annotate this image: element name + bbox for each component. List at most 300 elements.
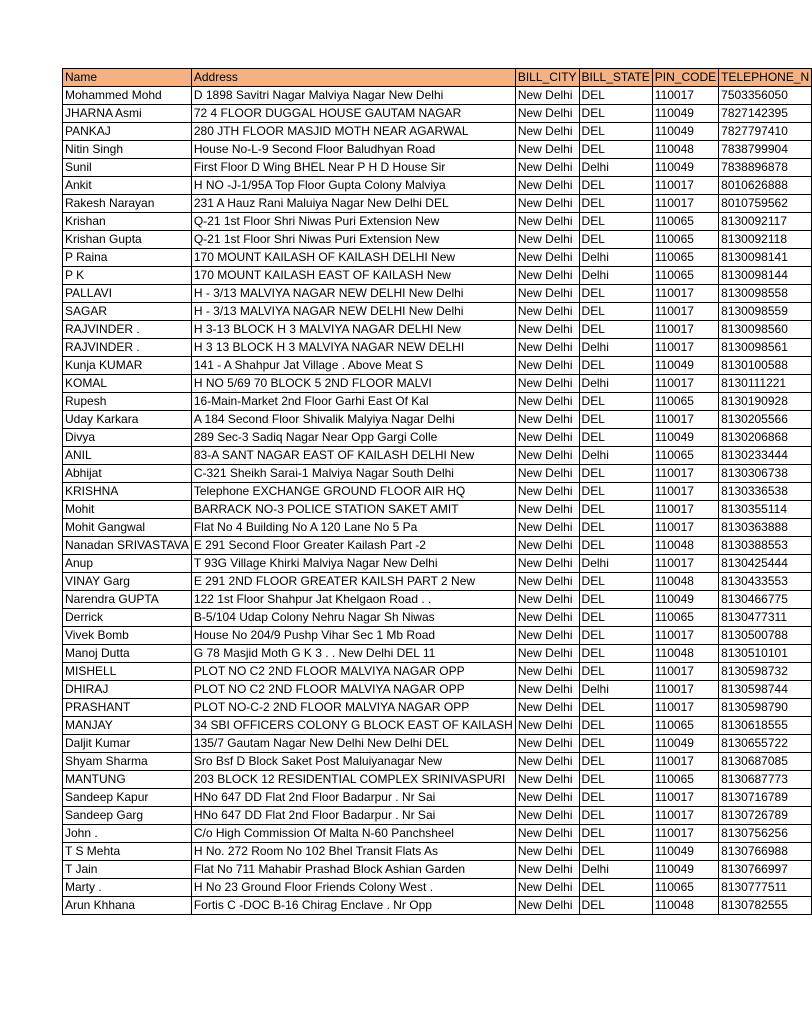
cell-pin-code[interactable]: 110017 [652, 519, 718, 537]
table-row [63, 501, 812, 519]
cell-bill-city[interactable]: New Delhi [515, 393, 579, 411]
cell-address[interactable]: E 291 2ND FLOOR GREATER KAILSH PART 2 New [191, 573, 515, 591]
cell-bill-state[interactable]: Delhi [579, 249, 652, 267]
cell-address[interactable]: HNo 647 DD Flat 2nd Floor Badarpur . Nr Sai [191, 807, 515, 825]
cell-name[interactable]: ANIL [63, 447, 192, 465]
table-row [63, 231, 812, 249]
cell-bill-state[interactable]: DEL [579, 879, 652, 897]
cell-pin-code[interactable]: 110065 [652, 231, 718, 249]
cell-name[interactable]: Arun Khhana [63, 897, 192, 915]
cell-telephone[interactable]: 8130355114 [719, 501, 812, 519]
cell-bill-city[interactable]: New Delhi [515, 879, 579, 897]
cell-pin-code[interactable]: 110017 [652, 375, 718, 393]
header-bill-state[interactable]: BILL_STATE [579, 69, 652, 87]
cell-bill-state[interactable]: DEL [579, 717, 652, 735]
cell-bill-state[interactable]: DEL [579, 231, 652, 249]
cell-telephone[interactable]: 8130336538 [719, 483, 812, 501]
cell-bill-state[interactable]: Delhi [579, 339, 652, 357]
cell-bill-state[interactable]: DEL [579, 429, 652, 447]
cell-bill-city[interactable]: New Delhi [515, 411, 579, 429]
cell-name[interactable]: P Raina [63, 249, 192, 267]
cell-pin-code[interactable]: 110065 [652, 771, 718, 789]
cell-pin-code[interactable]: 110065 [652, 717, 718, 735]
cell-pin-code[interactable]: 110017 [652, 321, 718, 339]
cell-name[interactable]: Abhijat [63, 465, 192, 483]
cell-pin-code[interactable]: 110049 [652, 429, 718, 447]
cell-bill-city[interactable]: New Delhi [515, 357, 579, 375]
cell-bill-state[interactable]: Delhi [579, 555, 652, 573]
cell-pin-code[interactable]: 110049 [652, 105, 718, 123]
cell-bill-state[interactable]: DEL [579, 519, 652, 537]
cell-pin-code[interactable]: 110017 [652, 789, 718, 807]
cell-bill-state[interactable]: Delhi [579, 159, 652, 177]
cell-bill-city[interactable]: New Delhi [515, 861, 579, 879]
cell-address[interactable]: Flat No 4 Building No A 120 Lane No 5 Pa [191, 519, 515, 537]
cell-address[interactable]: B-5/104 Udap Colony Nehru Nagar Sh Niwas [191, 609, 515, 627]
cell-name[interactable]: Rupesh [63, 393, 192, 411]
cell-pin-code[interactable]: 110049 [652, 735, 718, 753]
cell-pin-code[interactable]: 110017 [652, 303, 718, 321]
cell-pin-code[interactable]: 110049 [652, 861, 718, 879]
cell-bill-city[interactable]: New Delhi [515, 501, 579, 519]
cell-bill-city[interactable]: New Delhi [515, 87, 579, 105]
cell-bill-state[interactable]: DEL [579, 177, 652, 195]
cell-name[interactable]: Uday Karkara [63, 411, 192, 429]
cell-bill-state[interactable]: Delhi [579, 267, 652, 285]
cell-telephone[interactable]: 8130098141 [719, 249, 812, 267]
cell-telephone[interactable]: 8130206868 [719, 429, 812, 447]
cell-bill-state[interactable]: DEL [579, 195, 652, 213]
cell-name[interactable]: Mohammed Mohd [63, 87, 192, 105]
cell-address[interactable]: C/o High Commission Of Malta N-60 Panchsheel [191, 825, 515, 843]
cell-pin-code[interactable]: 110017 [652, 339, 718, 357]
cell-name[interactable]: John . [63, 825, 192, 843]
cell-pin-code[interactable]: 110048 [652, 573, 718, 591]
cell-bill-city[interactable]: New Delhi [515, 645, 579, 663]
cell-bill-city[interactable]: New Delhi [515, 159, 579, 177]
cell-telephone[interactable]: 8130477311 [719, 609, 812, 627]
cell-address[interactable]: BARRACK NO-3 POLICE STATION SAKET AMIT [191, 501, 515, 519]
cell-bill-state[interactable]: DEL [579, 897, 652, 915]
cell-telephone[interactable]: 8130766988 [719, 843, 812, 861]
cell-address[interactable]: 135/7 Gautam Nagar New Delhi New Delhi DEL [191, 735, 515, 753]
table-row [63, 861, 812, 879]
cell-address[interactable]: H NO 5/69 70 BLOCK 5 2ND FLOOR MALVI [191, 375, 515, 393]
cell-pin-code[interactable]: 110017 [652, 483, 718, 501]
cell-bill-state[interactable]: DEL [579, 573, 652, 591]
cell-name[interactable]: Sandeep Kapur [63, 789, 192, 807]
cell-bill-state[interactable]: DEL [579, 393, 652, 411]
cell-telephone[interactable]: 8130618555 [719, 717, 812, 735]
cell-telephone[interactable]: 8130598790 [719, 699, 812, 717]
cell-bill-city[interactable]: New Delhi [515, 321, 579, 339]
header-bill-city[interactable]: BILL_CITY [515, 69, 579, 87]
cell-name[interactable]: Mohit Gangwal [63, 519, 192, 537]
cell-telephone[interactable]: 8130100588 [719, 357, 812, 375]
cell-bill-city[interactable]: New Delhi [515, 591, 579, 609]
cell-address[interactable]: House No-L-9 Second Floor Baludhyan Road [191, 141, 515, 159]
cell-bill-state[interactable]: DEL [579, 105, 652, 123]
cell-name[interactable]: Divya [63, 429, 192, 447]
cell-bill-state[interactable]: DEL [579, 825, 652, 843]
cell-telephone[interactable]: 8130098144 [719, 267, 812, 285]
cell-bill-city[interactable]: New Delhi [515, 195, 579, 213]
cell-bill-state[interactable]: DEL [579, 321, 652, 339]
cell-bill-state[interactable]: DEL [579, 87, 652, 105]
cell-name[interactable]: Ankit [63, 177, 192, 195]
cell-name[interactable]: PRASHANT [63, 699, 192, 717]
cell-pin-code[interactable]: 110065 [652, 879, 718, 897]
cell-bill-city[interactable]: New Delhi [515, 771, 579, 789]
cell-telephone[interactable]: 8130098560 [719, 321, 812, 339]
cell-bill-state[interactable]: DEL [579, 699, 652, 717]
cell-bill-state[interactable]: DEL [579, 357, 652, 375]
cell-bill-state[interactable]: DEL [579, 645, 652, 663]
cell-telephone[interactable]: 7503356050 [719, 87, 812, 105]
header-telephone[interactable]: TELEPHONE_N [719, 69, 812, 87]
cell-pin-code[interactable]: 110017 [652, 411, 718, 429]
cell-pin-code[interactable]: 110017 [652, 627, 718, 645]
cell-bill-city[interactable]: New Delhi [515, 267, 579, 285]
cell-name[interactable]: Kunja KUMAR [63, 357, 192, 375]
cell-bill-state[interactable]: DEL [579, 141, 652, 159]
cell-bill-state[interactable]: DEL [579, 285, 652, 303]
cell-address[interactable]: 72 4 FLOOR DUGGAL HOUSE GAUTAM NAGAR [191, 105, 515, 123]
cell-telephone[interactable]: 8130766997 [719, 861, 812, 879]
cell-bill-state[interactable]: DEL [579, 663, 652, 681]
cell-telephone[interactable]: 8130687085 [719, 753, 812, 771]
cell-bill-city[interactable]: New Delhi [515, 789, 579, 807]
cell-name[interactable]: JHARNA Asmi [63, 105, 192, 123]
cell-bill-city[interactable]: New Delhi [515, 141, 579, 159]
table-row [63, 663, 812, 681]
cell-name[interactable]: VINAY Garg [63, 573, 192, 591]
cell-telephone[interactable]: 8130687773 [719, 771, 812, 789]
cell-name[interactable]: PALLAVI [63, 285, 192, 303]
cell-bill-state[interactable]: DEL [579, 789, 652, 807]
cell-telephone[interactable]: 8130363888 [719, 519, 812, 537]
cell-bill-city[interactable]: New Delhi [515, 285, 579, 303]
cell-pin-code[interactable]: 110065 [652, 609, 718, 627]
cell-address[interactable]: H NO -J-1/95A Top Floor Gupta Colony Malviya [191, 177, 515, 195]
cell-address[interactable]: Fortis C -DOC B-16 Chirag Enclave . Nr Opp [191, 897, 515, 915]
cell-pin-code[interactable]: 110017 [652, 177, 718, 195]
cell-bill-city[interactable]: New Delhi [515, 519, 579, 537]
cell-address[interactable]: Sro Bsf D Block Saket Post Maluiyanagar New [191, 753, 515, 771]
table-row [63, 645, 812, 663]
cell-bill-state[interactable]: DEL [579, 123, 652, 141]
cell-pin-code[interactable]: 110048 [652, 141, 718, 159]
cell-address[interactable]: H - 3/13 MALVIYA NAGAR NEW DELHI New Delhi [191, 285, 515, 303]
cell-bill-city[interactable]: New Delhi [515, 447, 579, 465]
cell-bill-city[interactable]: New Delhi [515, 897, 579, 915]
cell-pin-code[interactable]: 110017 [652, 825, 718, 843]
table-row [63, 411, 812, 429]
cell-telephone[interactable]: 8130500788 [719, 627, 812, 645]
cell-bill-state[interactable]: DEL [579, 771, 652, 789]
cell-name[interactable]: Shyam Sharma [63, 753, 192, 771]
cell-bill-city[interactable]: New Delhi [515, 249, 579, 267]
cell-telephone[interactable]: 8130466775 [719, 591, 812, 609]
cell-bill-state[interactable]: DEL [579, 807, 652, 825]
cell-telephone[interactable]: 8130782555 [719, 897, 812, 915]
cell-bill-state[interactable]: DEL [579, 609, 652, 627]
header-address[interactable]: Address [191, 69, 515, 87]
cell-name[interactable]: Mohit [63, 501, 192, 519]
cell-pin-code[interactable]: 110065 [652, 393, 718, 411]
cell-name[interactable]: Sandeep Garg [63, 807, 192, 825]
cell-pin-code[interactable]: 110017 [652, 681, 718, 699]
cell-bill-state[interactable]: DEL [579, 411, 652, 429]
cell-bill-city[interactable]: New Delhi [515, 483, 579, 501]
cell-pin-code[interactable]: 110065 [652, 249, 718, 267]
cell-pin-code[interactable]: 110048 [652, 897, 718, 915]
cell-telephone[interactable]: 7827797410 [719, 123, 812, 141]
table-row [63, 447, 812, 465]
cell-pin-code[interactable]: 110017 [652, 465, 718, 483]
cell-pin-code[interactable]: 110017 [652, 555, 718, 573]
cell-address[interactable]: HNo 647 DD Flat 2nd Floor Badarpur . Nr Sai [191, 789, 515, 807]
cell-name[interactable]: Vivek Bomb [63, 627, 192, 645]
cell-name[interactable]: RAJVINDER . [63, 339, 192, 357]
cell-address[interactable]: PLOT NO C2 2ND FLOOR MALVIYA NAGAR OPP [191, 663, 515, 681]
table-row [63, 105, 812, 123]
cell-pin-code[interactable]: 110065 [652, 213, 718, 231]
cell-address[interactable]: 141 - A Shahpur Jat Village . Above Meat S [191, 357, 515, 375]
cell-telephone[interactable]: 8130716789 [719, 789, 812, 807]
cell-bill-city[interactable]: New Delhi [515, 843, 579, 861]
cell-bill-state[interactable]: Delhi [579, 375, 652, 393]
cell-address[interactable]: H 3-13 BLOCK H 3 MALVIYA NAGAR DELHI New [191, 321, 515, 339]
cell-telephone[interactable]: 8130655722 [719, 735, 812, 753]
cell-bill-city[interactable]: New Delhi [515, 609, 579, 627]
cell-telephone[interactable]: 8130598732 [719, 663, 812, 681]
cell-pin-code[interactable]: 110017 [652, 195, 718, 213]
cell-telephone[interactable]: 7827142395 [719, 105, 812, 123]
cell-telephone[interactable]: 8130092117 [719, 213, 812, 231]
header-pin-code[interactable]: PIN_CODE [652, 69, 718, 87]
cell-bill-state[interactable]: DEL [579, 735, 652, 753]
cell-bill-state[interactable]: DEL [579, 303, 652, 321]
cell-bill-state[interactable]: Delhi [579, 861, 652, 879]
cell-bill-state[interactable]: DEL [579, 501, 652, 519]
cell-telephone[interactable]: 8130388553 [719, 537, 812, 555]
cell-address[interactable]: Flat No 711 Mahabir Prashad Block Ashian Garden [191, 861, 515, 879]
cell-address[interactable]: 280 JTH FLOOR MASJID MOTH NEAR AGARWAL [191, 123, 515, 141]
cell-pin-code[interactable]: 110049 [652, 591, 718, 609]
cell-name[interactable]: Krishan Gupta [63, 231, 192, 249]
cell-name[interactable]: T S Mehta [63, 843, 192, 861]
cell-name[interactable]: PANKAJ [63, 123, 192, 141]
cell-name[interactable]: Nitin Singh [63, 141, 192, 159]
cell-address[interactable]: A 184 Second Floor Shivalik Malyiya Nagar Delhi [191, 411, 515, 429]
cell-telephone[interactable]: 8130756256 [719, 825, 812, 843]
cell-bill-state[interactable]: DEL [579, 483, 652, 501]
cell-telephone[interactable]: 8130092118 [719, 231, 812, 249]
cell-bill-city[interactable]: New Delhi [515, 123, 579, 141]
cell-address[interactable]: H No. 272 Room No 102 Bhel Transit Flats As [191, 843, 515, 861]
cell-pin-code[interactable]: 110048 [652, 537, 718, 555]
cell-telephone[interactable]: 8130510101 [719, 645, 812, 663]
cell-name[interactable]: Derrick [63, 609, 192, 627]
cell-name[interactable]: Narendra GUPTA [63, 591, 192, 609]
cell-telephone[interactable]: 8010759562 [719, 195, 812, 213]
cell-pin-code[interactable]: 110017 [652, 501, 718, 519]
cell-address[interactable]: Q-21 1st Floor Shri Niwas Puri Extension New [191, 231, 515, 249]
cell-bill-city[interactable]: New Delhi [515, 339, 579, 357]
cell-telephone[interactable]: 8130433553 [719, 573, 812, 591]
table-row [63, 123, 812, 141]
cell-telephone[interactable]: 8130777511 [719, 879, 812, 897]
cell-bill-state[interactable]: DEL [579, 213, 652, 231]
table-row [63, 807, 812, 825]
cell-address[interactable]: G 78 Masjid Moth G K 3 . . New Delhi DEL 11 [191, 645, 515, 663]
cell-name[interactable]: P K [63, 267, 192, 285]
cell-bill-city[interactable]: New Delhi [515, 555, 579, 573]
cell-bill-city[interactable]: New Delhi [515, 105, 579, 123]
cell-telephone[interactable]: 7838896878 [719, 159, 812, 177]
cell-bill-city[interactable]: New Delhi [515, 573, 579, 591]
cell-bill-state[interactable]: DEL [579, 627, 652, 645]
cell-pin-code[interactable]: 110017 [652, 699, 718, 717]
cell-bill-city[interactable]: New Delhi [515, 303, 579, 321]
cell-bill-city[interactable]: New Delhi [515, 627, 579, 645]
cell-name[interactable]: RAJVINDER . [63, 321, 192, 339]
cell-bill-state[interactable]: DEL [579, 591, 652, 609]
cell-address[interactable]: H 3 13 BLOCK H 3 MALVIYA NAGAR NEW DELHI [191, 339, 515, 357]
cell-name[interactable]: Sunil [63, 159, 192, 177]
cell-bill-city[interactable]: New Delhi [515, 753, 579, 771]
cell-name[interactable]: Nanadan SRIVASTAVA [63, 537, 192, 555]
cell-pin-code[interactable]: 110065 [652, 447, 718, 465]
cell-bill-city[interactable]: New Delhi [515, 231, 579, 249]
cell-address[interactable]: PLOT NO-C-2 2ND FLOOR MALVIYA NAGAR OPP [191, 699, 515, 717]
cell-address[interactable]: D 1898 Savitri Nagar Malviya Nagar New Delhi [191, 87, 515, 105]
cell-bill-city[interactable]: New Delhi [515, 735, 579, 753]
cell-bill-state[interactable]: Delhi [579, 681, 652, 699]
cell-address[interactable]: Q-21 1st Floor Shri Niwas Puri Extension New [191, 213, 515, 231]
cell-telephone[interactable]: 8130233444 [719, 447, 812, 465]
cell-bill-city[interactable]: New Delhi [515, 537, 579, 555]
table-row [63, 735, 812, 753]
cell-telephone[interactable]: 8130190928 [719, 393, 812, 411]
cell-address[interactable]: 16-Main-Market 2nd Floor Garhi East Of Kal [191, 393, 515, 411]
cell-bill-state[interactable]: DEL [579, 465, 652, 483]
cell-address[interactable]: 289 Sec-3 Sadiq Nagar Near Opp Gargi Colle [191, 429, 515, 447]
cell-address[interactable]: First Floor D Wing BHEL Near P H D House Sir [191, 159, 515, 177]
cell-pin-code[interactable]: 110017 [652, 663, 718, 681]
cell-telephone[interactable]: 8130098561 [719, 339, 812, 357]
cell-address[interactable]: C-321 Sheikh Sarai-1 Malviya Nagar South Delhi [191, 465, 515, 483]
cell-pin-code[interactable]: 110065 [652, 267, 718, 285]
cell-address[interactable]: 170 MOUNT KAILASH EAST OF KAILASH New [191, 267, 515, 285]
cell-bill-city[interactable]: New Delhi [515, 465, 579, 483]
cell-pin-code[interactable]: 110049 [652, 159, 718, 177]
cell-bill-state[interactable]: DEL [579, 843, 652, 861]
cell-address[interactable]: 231 A Hauz Rani Maluiya Nagar New Delhi DEL [191, 195, 515, 213]
cell-address[interactable]: T 93G Village Khirki Malviya Nagar New Delhi [191, 555, 515, 573]
table-row [63, 609, 812, 627]
cell-address[interactable]: H No 23 Ground Floor Friends Colony West . [191, 879, 515, 897]
cell-bill-city[interactable]: New Delhi [515, 825, 579, 843]
cell-telephone[interactable]: 7838799904 [719, 141, 812, 159]
spreadsheet-table [62, 68, 812, 915]
cell-address[interactable]: 34 SBI OFFICERS COLONY G BLOCK EAST OF KAILASH [191, 717, 515, 735]
cell-pin-code[interactable]: 110049 [652, 123, 718, 141]
cell-address[interactable]: H - 3/13 MALVIYA NAGAR NEW DELHI New Delhi [191, 303, 515, 321]
cell-telephone[interactable]: 8130098558 [719, 285, 812, 303]
cell-telephone[interactable]: 8130205566 [719, 411, 812, 429]
table-row [63, 285, 812, 303]
cell-telephone[interactable]: 8130425444 [719, 555, 812, 573]
cell-bill-state[interactable]: Delhi [579, 447, 652, 465]
cell-bill-city[interactable]: New Delhi [515, 807, 579, 825]
cell-name[interactable]: Krishan [63, 213, 192, 231]
cell-address[interactable]: 203 BLOCK 12 RESIDENTIAL COMPLEX SRINIVASPURI [191, 771, 515, 789]
cell-bill-city[interactable]: New Delhi [515, 663, 579, 681]
cell-address[interactable]: 170 MOUNT KAILASH OF KAILASH DELHI New [191, 249, 515, 267]
cell-bill-city[interactable]: New Delhi [515, 699, 579, 717]
cell-address[interactable]: House No 204/9 Pushp Vihar Sec 1 Mb Road [191, 627, 515, 645]
cell-telephone[interactable]: 8130726789 [719, 807, 812, 825]
cell-telephone[interactable]: 8130598744 [719, 681, 812, 699]
cell-telephone[interactable]: 8130098559 [719, 303, 812, 321]
cell-name[interactable]: KOMAL [63, 375, 192, 393]
cell-name[interactable]: MANJAY [63, 717, 192, 735]
cell-address[interactable]: 83-A SANT NAGAR EAST OF KAILASH DELHI New [191, 447, 515, 465]
cell-name[interactable]: Manoj Dutta [63, 645, 192, 663]
cell-name[interactable]: Daljit Kumar [63, 735, 192, 753]
cell-bill-city[interactable]: New Delhi [515, 375, 579, 393]
cell-address[interactable]: E 291 Second Floor Greater Kailash Part -2 [191, 537, 515, 555]
cell-address[interactable]: 122 1st Floor Shahpur Jat Khelgaon Road . . [191, 591, 515, 609]
cell-pin-code[interactable]: 110017 [652, 285, 718, 303]
cell-name[interactable]: Marty . [63, 879, 192, 897]
cell-bill-city[interactable]: New Delhi [515, 213, 579, 231]
cell-pin-code[interactable]: 110017 [652, 807, 718, 825]
cell-name[interactable]: KRISHNA [63, 483, 192, 501]
cell-pin-code[interactable]: 110017 [652, 753, 718, 771]
cell-name[interactable]: DHIRAJ [63, 681, 192, 699]
cell-bill-state[interactable]: DEL [579, 753, 652, 771]
cell-name[interactable]: T Jain [63, 861, 192, 879]
cell-name[interactable]: Anup [63, 555, 192, 573]
table-row [63, 357, 812, 375]
cell-pin-code[interactable]: 110049 [652, 843, 718, 861]
table-row [63, 789, 812, 807]
cell-name[interactable]: Rakesh Narayan [63, 195, 192, 213]
cell-bill-city[interactable]: New Delhi [515, 177, 579, 195]
header-name[interactable]: Name [63, 69, 192, 87]
cell-pin-code[interactable]: 110048 [652, 645, 718, 663]
cell-telephone[interactable]: 8010626888 [719, 177, 812, 195]
cell-bill-state[interactable]: DEL [579, 537, 652, 555]
cell-address[interactable]: Telephone EXCHANGE GROUND FLOOR AIR HQ [191, 483, 515, 501]
cell-address[interactable]: PLOT NO C2 2ND FLOOR MALVIYA NAGAR OPP [191, 681, 515, 699]
cell-name[interactable]: MISHELL [63, 663, 192, 681]
table-row [63, 375, 812, 393]
cell-pin-code[interactable]: 110017 [652, 87, 718, 105]
cell-bill-city[interactable]: New Delhi [515, 717, 579, 735]
cell-telephone[interactable]: 8130306738 [719, 465, 812, 483]
cell-name[interactable]: SAGAR [63, 303, 192, 321]
table-row [63, 771, 812, 789]
cell-name[interactable]: MANTUNG [63, 771, 192, 789]
cell-pin-code[interactable]: 110049 [652, 357, 718, 375]
cell-bill-city[interactable]: New Delhi [515, 681, 579, 699]
cell-bill-city[interactable]: New Delhi [515, 429, 579, 447]
cell-telephone[interactable]: 8130111221 [719, 375, 812, 393]
